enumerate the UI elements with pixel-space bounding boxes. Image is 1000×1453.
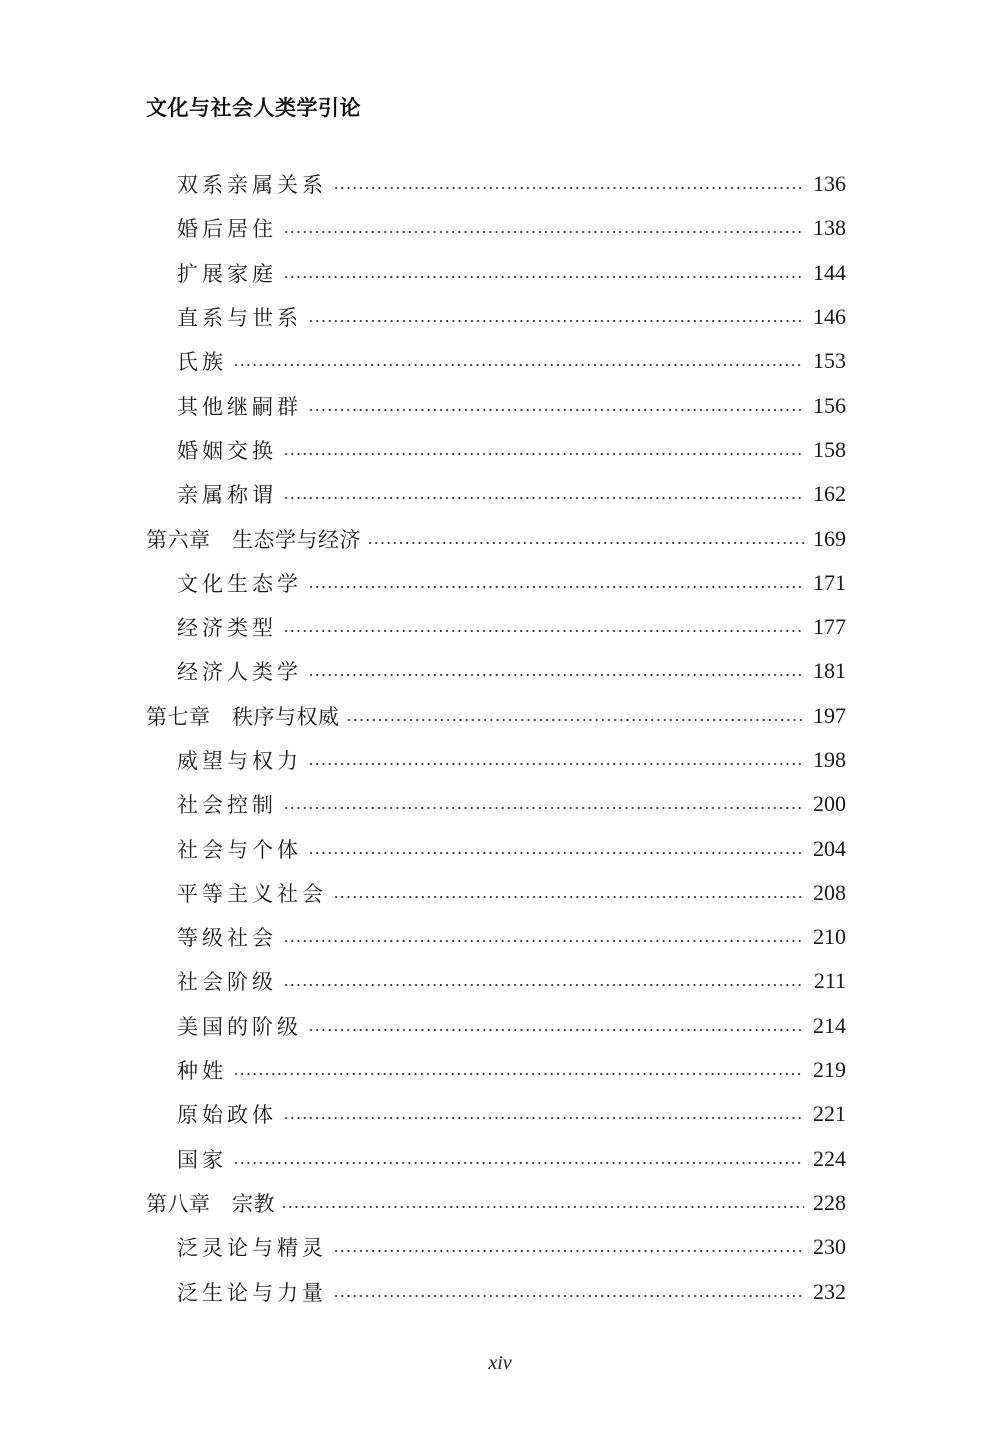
toc-entry-title: 直系与世系 xyxy=(177,306,302,331)
dot-leader xyxy=(308,409,804,411)
toc-entry-page: 153 xyxy=(813,348,846,374)
toc-section-entry xyxy=(0,561,1000,605)
toc-entry-title: 美国的阶级 xyxy=(177,1014,302,1039)
dot-leader xyxy=(333,187,804,189)
dot-leader xyxy=(308,320,804,322)
table-of-contents xyxy=(0,162,1000,1314)
toc-entry-title: 社会控制 xyxy=(177,793,277,818)
toc-section-entry xyxy=(0,649,1000,693)
dot-leader xyxy=(367,542,804,544)
toc-chapter-entry xyxy=(0,516,1000,560)
toc-entry-page: 230 xyxy=(813,1234,846,1260)
dot-leader xyxy=(283,276,804,278)
dot-leader xyxy=(308,586,804,588)
toc-entry-title: 泛生论与力量 xyxy=(177,1280,327,1305)
toc-section-entry xyxy=(0,959,1000,1003)
dot-leader xyxy=(233,1162,804,1164)
toc-entry-title: 婚姻交换 xyxy=(177,438,277,463)
toc-entry-title: 双系亲属关系 xyxy=(177,173,327,198)
toc-section-entry xyxy=(0,782,1000,826)
dot-leader xyxy=(346,719,805,721)
toc-section-entry xyxy=(0,295,1000,339)
toc-section-entry xyxy=(0,251,1000,295)
dot-leader xyxy=(283,453,804,455)
toc-section-entry xyxy=(0,1137,1000,1181)
toc-entry-title: 扩展家庭 xyxy=(177,261,277,286)
toc-entry-title: 种姓 xyxy=(177,1059,227,1084)
toc-section-entry xyxy=(0,1004,1000,1048)
toc-entry-page: 171 xyxy=(813,569,846,595)
toc-entry-page: 224 xyxy=(813,1145,846,1171)
toc-entry-title: 社会阶级 xyxy=(177,970,277,995)
toc-entry-page: 221 xyxy=(813,1101,846,1127)
toc-entry-title: 第六章 生态学与经济 xyxy=(146,527,361,552)
toc-section-entry xyxy=(0,1092,1000,1136)
toc-entry-page: 210 xyxy=(813,924,846,950)
toc-entry-title: 其他继嗣群 xyxy=(177,394,302,419)
toc-section-entry xyxy=(0,472,1000,516)
page-number: xiv xyxy=(488,1352,512,1374)
toc-section-entry xyxy=(0,826,1000,870)
toc-section-entry xyxy=(0,605,1000,649)
toc-entry-page: 214 xyxy=(813,1012,846,1038)
toc-chapter-entry xyxy=(0,694,1000,738)
toc-entry-page: 228 xyxy=(813,1189,846,1215)
toc-entry-page: 200 xyxy=(813,791,846,817)
toc-section-entry xyxy=(0,738,1000,782)
toc-entry-title: 泛灵论与精灵 xyxy=(177,1236,327,1261)
toc-entry-title: 经济人类学 xyxy=(177,660,302,685)
dot-leader xyxy=(283,984,804,986)
dot-leader xyxy=(283,1117,804,1119)
dot-leader xyxy=(283,497,804,499)
dot-leader xyxy=(333,896,804,898)
toc-entry-page: 208 xyxy=(813,879,846,905)
toc-entry-page: 232 xyxy=(813,1278,846,1304)
dot-leader xyxy=(308,852,804,854)
toc-entry-title: 威望与权力 xyxy=(177,749,302,773)
toc-section-entry xyxy=(0,383,1000,427)
dot-leader xyxy=(308,763,804,765)
toc-entry-page: 169 xyxy=(813,525,846,551)
toc-entry-title: 国家 xyxy=(177,1147,227,1172)
toc-section-entry xyxy=(0,1225,1000,1269)
toc-entry-title: 社会与个体 xyxy=(177,837,302,862)
toc-entry-title: 第八章 宗教 xyxy=(146,1191,275,1216)
toc-section-entry xyxy=(0,1269,1000,1313)
dot-leader xyxy=(308,674,804,676)
toc-section-entry xyxy=(0,871,1000,915)
toc-entry-title: 第七章 秩序与权威 xyxy=(146,704,340,729)
toc-entry-title: 平等主义社会 xyxy=(177,881,327,906)
toc-entry-title: 文化生态学 xyxy=(177,571,302,596)
toc-entry-title: 原始政体 xyxy=(177,1103,277,1128)
dot-leader xyxy=(283,940,804,942)
toc-entry-page: 177 xyxy=(813,614,846,640)
toc-entry-page: 138 xyxy=(813,215,846,241)
toc-entry-page: 144 xyxy=(813,259,846,285)
toc-entry-title: 氏族 xyxy=(177,350,227,375)
running-header: 文化与社会人类学引论 xyxy=(146,96,361,120)
toc-entry-page: 204 xyxy=(813,835,846,861)
dot-leader xyxy=(233,1073,804,1075)
toc-chapter-entry xyxy=(0,1181,1000,1225)
toc-entry-page: 198 xyxy=(813,747,846,772)
toc-entry-page: 197 xyxy=(813,702,846,728)
toc-entry-page: 181 xyxy=(813,658,846,684)
dot-leader xyxy=(233,364,804,366)
toc-section-entry xyxy=(0,428,1000,472)
toc-entry-title: 经济类型 xyxy=(177,616,277,641)
toc-entry-page: 156 xyxy=(813,392,846,418)
toc-section-entry xyxy=(0,1048,1000,1092)
toc-entry-title: 亲属称谓 xyxy=(177,483,277,508)
toc-entry-title: 婚后居住 xyxy=(177,217,277,242)
toc-section-entry xyxy=(0,915,1000,959)
toc-entry-page: 162 xyxy=(813,481,846,507)
toc-section-entry xyxy=(0,206,1000,250)
toc-section-entry xyxy=(0,162,1000,206)
dot-leader xyxy=(308,1029,804,1031)
toc-entry-title: 等级社会 xyxy=(177,926,277,951)
toc-entry-page: 211 xyxy=(813,968,846,994)
dot-leader xyxy=(333,1295,804,1297)
dot-leader xyxy=(281,1206,804,1208)
toc-entry-page: 146 xyxy=(813,304,846,330)
toc-section-entry xyxy=(0,339,1000,383)
toc-entry-page: 158 xyxy=(813,436,846,462)
dot-leader xyxy=(283,231,804,233)
dot-leader xyxy=(333,1250,804,1252)
toc-entry-page: 219 xyxy=(813,1057,846,1083)
dot-leader xyxy=(283,630,804,632)
dot-leader xyxy=(283,807,804,809)
toc-entry-page: 136 xyxy=(813,171,846,197)
